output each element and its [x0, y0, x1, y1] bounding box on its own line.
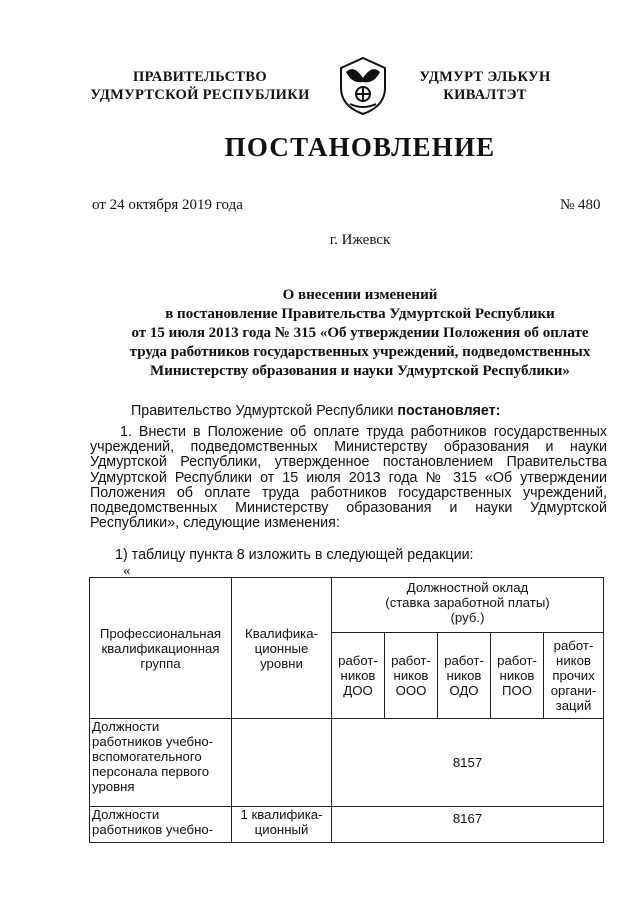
header-text: ников: [499, 668, 535, 683]
table-row: [90, 719, 604, 807]
header-text: ционные: [254, 640, 309, 656]
cell-text: Должности: [92, 807, 160, 822]
subheader-other: [544, 633, 604, 719]
document-subject: [90, 286, 630, 381]
paragraph-line: подведомственных Министерству образования и науки Удмуртской: [90, 500, 607, 517]
header-text: ников: [393, 668, 429, 683]
header-text: прочих: [552, 668, 595, 683]
row-level: [232, 719, 332, 807]
row-level: [232, 807, 332, 843]
header-text: ников: [446, 668, 482, 683]
row-salary: 8157: [332, 719, 604, 807]
cell-text: ционный: [254, 822, 309, 837]
header-text: группа: [140, 655, 181, 671]
cell-text: работников учебно-: [92, 822, 214, 837]
header-government-udm: [400, 68, 570, 104]
document-date: от 24 октября 2019 года: [92, 197, 243, 213]
document-city: г. Ижевск: [329, 232, 391, 248]
cell-text: работников учебно-: [92, 734, 214, 749]
header-text: (ставка заработной платы): [385, 595, 550, 610]
header-text: ПОО: [502, 683, 532, 698]
opening-quote: «: [123, 563, 131, 579]
header-text: заций: [555, 698, 592, 713]
header-group: [90, 578, 232, 719]
header-text: ДОО: [343, 683, 373, 698]
header-line: КИВАЛТЭТ: [443, 87, 527, 103]
header-line: УДМУРТСКОЙ РЕСПУБЛИКИ: [90, 87, 310, 103]
subheader-ooo: [385, 633, 438, 719]
subheader-odo: [438, 633, 491, 719]
header-text: уровни: [260, 655, 303, 671]
subject-line: труда работников государственных учреждений, подведомственных: [129, 344, 591, 360]
subject-line: Министерству образования и науки Удмуртской Республики»: [150, 363, 570, 379]
row-group: [90, 807, 232, 843]
cell-text: вспомогательного: [92, 749, 202, 764]
paragraph-2: 1) таблицу пункта 8 изложить в следующей редакции:: [115, 547, 474, 563]
header-text: квалификационная: [101, 640, 220, 656]
intro-verb: постановляет:: [397, 403, 501, 419]
cell-text: уровня: [92, 779, 135, 794]
subheader-poo: [491, 633, 544, 719]
subject-line: в постановление Правительства Удмуртской Республики: [165, 306, 555, 322]
cell-text: Должности: [92, 719, 160, 734]
cell-text: персонала первого: [92, 764, 210, 779]
row-salary: 8167: [332, 807, 604, 843]
header-text: работ-: [497, 653, 537, 668]
paragraph-line: Удмуртской Республики, утвержденное постановлением Правительства: [90, 454, 607, 471]
header-text: Профессиональная: [99, 625, 222, 641]
document-title: ПОСТАНОВЛЕНИЕ: [224, 132, 496, 162]
paragraph-line: Положения об оплате труда работников государственных учреждений,: [90, 484, 607, 501]
salary-table: [89, 577, 604, 843]
header-text: ников: [340, 668, 376, 683]
paragraph-line: Удмуртской Республики от 15 июля 2013 года № 315 «Об утверждении: [90, 469, 607, 486]
header-text: работ-: [391, 653, 431, 668]
header-text: работ-: [338, 653, 378, 668]
document-number: № 480: [560, 197, 601, 213]
header-text: Квалифика-: [245, 625, 318, 641]
udmurt-coat-of-arms-icon: [336, 56, 390, 116]
header-text: ников: [556, 653, 591, 668]
paragraph-line: учреждений, подведомственных Министерству образования и науки: [90, 439, 607, 456]
header-text: органи-: [550, 683, 597, 698]
header-government-ru: [70, 68, 330, 104]
subject-line: О внесении изменений: [282, 287, 438, 303]
header-text: работ-: [444, 653, 484, 668]
header-line: УДМУРТ ЭЛЬКУН: [419, 69, 551, 85]
intro-paragraph: [131, 404, 500, 419]
paragraph-line: 1. Внести в Положение об оплате труда работников государственных: [120, 424, 607, 440]
header-levels: [232, 578, 332, 719]
header-text: ОДО: [449, 683, 479, 698]
table-row: [90, 807, 604, 843]
header-text: ООО: [395, 683, 427, 698]
row-group: [90, 719, 232, 807]
paragraph-line: Республики», следующие изменения:: [90, 515, 340, 532]
subject-line: от 15 июля 2013 года № 315 «Об утверждении Положения об оплате: [131, 325, 589, 341]
header-text: Должностной оклад: [406, 580, 529, 595]
header-text: работ-: [553, 638, 594, 653]
cell-text: 1 квалифика-: [240, 807, 323, 822]
subheader-doo: [332, 633, 385, 719]
paragraph-1: [90, 425, 607, 531]
intro-text: Правительство Удмуртской Республики: [131, 403, 398, 419]
header-salary: [332, 578, 604, 633]
header-line: ПРАВИТЕЛЬСТВО: [133, 69, 267, 85]
header-text: (руб.): [450, 610, 485, 625]
